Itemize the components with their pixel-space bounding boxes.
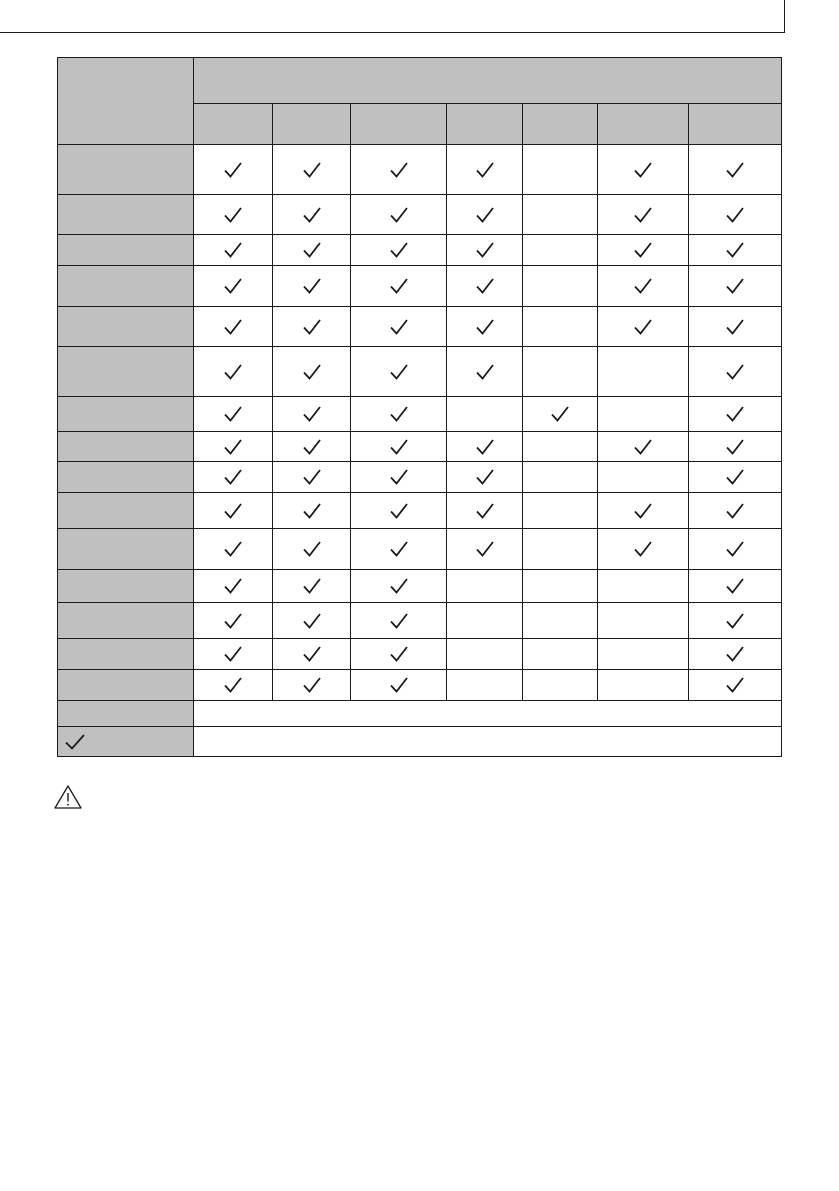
checked-cell [273,195,351,235]
checked-cell [351,145,447,195]
checked-cell [351,670,447,701]
checkmark-icon [302,577,322,595]
checkmark-icon [475,161,495,179]
empty-cell [447,397,523,432]
checked-cell [351,347,447,397]
checked-cell [351,493,447,529]
empty-cell [523,462,598,493]
checkmark-icon [725,540,745,558]
column-header [194,104,273,145]
empty-cell [598,603,689,639]
checkmark-icon [302,405,322,423]
empty-cell [523,266,598,307]
checked-cell [447,462,523,493]
checkmark-icon [302,468,322,486]
table-row [58,529,782,570]
checked-cell [273,670,351,701]
checked-cell [447,307,523,347]
empty-cell [447,639,523,670]
checkmark-icon [389,612,409,630]
empty-cell [523,235,598,266]
checkmark-icon [302,612,322,630]
table-row [58,570,782,603]
empty-cell [523,307,598,347]
empty-cell [523,347,598,397]
checkmark-icon [389,161,409,179]
empty-cell [523,603,598,639]
checkmark-icon [550,405,570,423]
checked-cell [447,235,523,266]
checked-cell [351,307,447,347]
checkmark-icon [302,502,322,520]
checked-cell [598,145,689,195]
row-header [58,266,194,307]
checkmark-icon [302,645,322,663]
checked-cell [194,235,273,266]
checked-cell [194,462,273,493]
row-header [58,307,194,347]
checked-cell [194,493,273,529]
checkmark-icon [475,241,495,259]
checked-cell [194,347,273,397]
checked-cell [351,266,447,307]
empty-cell [523,432,598,462]
checkmark-icon [475,468,495,486]
checked-cell [351,195,447,235]
checked-cell [194,195,273,235]
checked-cell [273,397,351,432]
checkmark-icon [725,161,745,179]
checkmark-icon [725,645,745,663]
row-header [58,529,194,570]
checked-cell [273,570,351,603]
checked-cell [194,307,273,347]
row-header [58,670,194,701]
row-header [58,235,194,266]
checkmark-icon [389,363,409,381]
legend-text-cell [194,701,782,727]
table-row [58,462,782,493]
checkmark-icon [302,206,322,224]
checked-cell [194,670,273,701]
checkmark-icon [633,206,653,224]
row-header [58,195,194,235]
empty-cell [523,145,598,195]
matrix-group-header [194,58,782,104]
checked-cell [447,529,523,570]
page-top-rule [0,0,785,33]
checkmark-icon [633,502,653,520]
checked-cell [689,266,782,307]
table-row [58,145,782,195]
column-header [689,104,782,145]
table-row [58,432,782,462]
checked-cell [689,397,782,432]
column-header [273,104,351,145]
row-header [58,145,194,195]
table-row [58,397,782,432]
checkmark-icon [725,438,745,456]
checked-cell [194,639,273,670]
row-header [58,603,194,639]
checked-cell [598,235,689,266]
checked-cell [194,529,273,570]
matrix-corner-header [58,58,194,145]
warning-triangle-icon [53,784,83,810]
checkmark-icon [223,161,243,179]
row-header [58,462,194,493]
checked-cell [689,145,782,195]
checked-cell [273,307,351,347]
checkmark-icon [389,676,409,694]
checkmark-icon [389,206,409,224]
checkmark-icon [223,277,243,295]
checkmark-icon [223,502,243,520]
table-row [58,493,782,529]
checkmark-icon [725,318,745,336]
checked-cell [598,529,689,570]
table-row [58,670,782,701]
empty-cell [523,639,598,670]
table-row [58,235,782,266]
empty-cell [447,670,523,701]
checked-cell [689,570,782,603]
checkmark-icon [389,318,409,336]
checkmark-icon [725,577,745,595]
table-row [58,603,782,639]
checked-cell [351,235,447,266]
row-header [58,397,194,432]
checked-cell [273,266,351,307]
checked-cell [273,603,351,639]
legend-key-cell [58,701,194,727]
empty-cell [598,570,689,603]
checked-cell [523,397,598,432]
empty-cell [447,603,523,639]
checked-cell [273,493,351,529]
checkmark-icon [302,540,322,558]
checkmark-icon [475,438,495,456]
empty-cell [598,347,689,397]
checked-cell [598,493,689,529]
checked-cell [273,235,351,266]
column-header [523,104,598,145]
checkmark-icon [633,540,653,558]
checkmark-icon [725,241,745,259]
checkmark-icon [725,206,745,224]
checked-cell [194,266,273,307]
checkmark-icon [223,405,243,423]
checkmark-icon [302,161,322,179]
checkmark-icon [475,318,495,336]
checkmark-icon [302,241,322,259]
checked-cell [598,266,689,307]
checkmark-icon [223,241,243,259]
checked-cell [447,195,523,235]
checkmark-icon [389,277,409,295]
checked-cell [351,603,447,639]
checked-cell [447,493,523,529]
checkmark-icon [633,241,653,259]
checked-cell [351,397,447,432]
table-row [58,639,782,670]
checked-cell [351,432,447,462]
checkmark-icon [223,468,243,486]
checked-cell [447,347,523,397]
checkmark-icon [389,645,409,663]
checkmark-icon [302,363,322,381]
checked-cell [273,347,351,397]
checkmark-icon [223,206,243,224]
column-header [351,104,447,145]
checkmark-icon [389,438,409,456]
checked-cell [447,266,523,307]
checked-cell [194,570,273,603]
checked-cell [273,639,351,670]
checkmark-icon [223,645,243,663]
checkmark-icon [725,277,745,295]
checked-cell [447,432,523,462]
checkmark-icon [389,502,409,520]
checked-cell [689,462,782,493]
checked-cell [273,432,351,462]
checked-cell [598,195,689,235]
checked-cell [689,235,782,266]
table-row [58,347,782,397]
column-header [598,104,689,145]
checkmark-icon [725,502,745,520]
checked-cell [351,462,447,493]
checked-cell [689,670,782,701]
checkmark-icon [475,540,495,558]
checked-cell [194,432,273,462]
checked-cell [351,570,447,603]
checkmark-icon [725,405,745,423]
row-header [58,570,194,603]
empty-cell [598,670,689,701]
checkmark-icon [223,540,243,558]
checkmark-icon [223,363,243,381]
empty-cell [523,670,598,701]
checked-cell [194,397,273,432]
checkmark-icon [389,241,409,259]
table-row [58,307,782,347]
checked-cell [689,195,782,235]
checkmark-icon [389,405,409,423]
checkmark-icon [725,468,745,486]
checked-cell [689,603,782,639]
checked-cell [351,529,447,570]
table-row [58,266,782,307]
checkmark-icon [725,612,745,630]
checked-cell [273,145,351,195]
row-header [58,432,194,462]
checkmark-icon [475,363,495,381]
checkmark-icon [64,733,86,751]
checkmark-icon [223,438,243,456]
empty-cell [598,397,689,432]
checkmark-icon [223,612,243,630]
checked-cell [689,307,782,347]
checked-cell [689,639,782,670]
empty-cell [523,570,598,603]
checkmark-icon [475,502,495,520]
empty-cell [598,462,689,493]
row-header [58,493,194,529]
checked-cell [273,462,351,493]
checkmark-icon [223,318,243,336]
checked-cell [598,432,689,462]
empty-cell [447,570,523,603]
checkmark-icon [633,277,653,295]
checked-cell [598,307,689,347]
checkmark-icon [223,577,243,595]
checked-cell [689,347,782,397]
checked-cell [194,145,273,195]
checkmark-icon [725,676,745,694]
row-header [58,639,194,670]
feature-matrix-table [57,57,782,757]
empty-cell [523,195,598,235]
checkmark-icon [223,676,243,694]
checkmark-icon [302,438,322,456]
table-row [58,195,782,235]
checked-cell [689,529,782,570]
checked-cell [273,529,351,570]
checkmark-icon [475,277,495,295]
column-header [447,104,523,145]
checked-cell [351,639,447,670]
row-header [58,347,194,397]
checked-cell [447,145,523,195]
checkmark-icon [389,577,409,595]
checkmark-icon [633,318,653,336]
legend-checkmark-text [194,727,782,757]
checkmark-icon [725,363,745,381]
checked-cell [194,603,273,639]
checked-cell [689,493,782,529]
checked-cell [689,432,782,462]
empty-cell [523,493,598,529]
checkmark-icon [389,468,409,486]
checkmark-icon [633,161,653,179]
checkmark-icon [302,277,322,295]
checkmark-icon [475,206,495,224]
checkmark-icon [302,676,322,694]
empty-cell [523,529,598,570]
legend-checkmark-cell [58,727,194,757]
checkmark-icon [302,318,322,336]
checkmark-icon [389,540,409,558]
empty-cell [598,639,689,670]
checkmark-icon [633,438,653,456]
